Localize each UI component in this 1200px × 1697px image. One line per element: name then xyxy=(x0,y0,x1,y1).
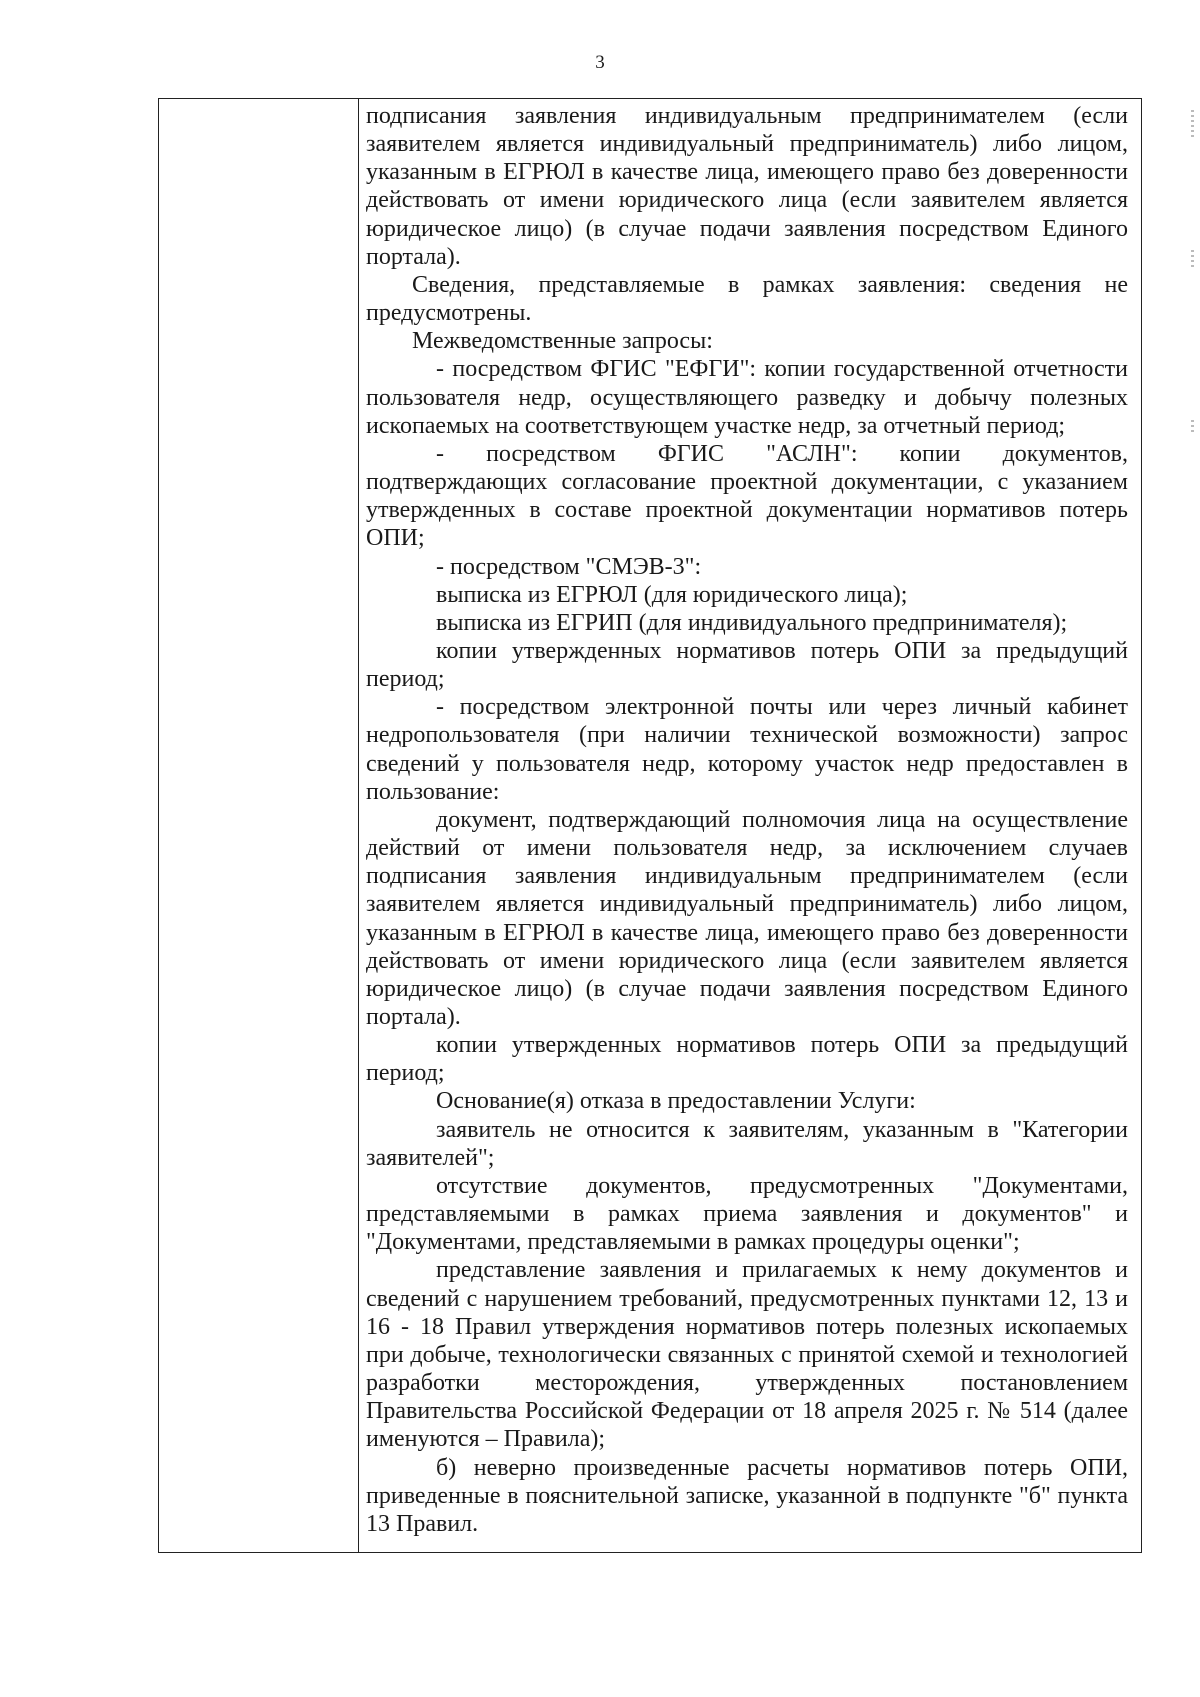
scan-artifact xyxy=(1191,250,1194,268)
paragraph: заявитель не относится к заявителям, указанным в "Категории заявителей"; xyxy=(366,1116,1128,1171)
paragraph: Основание(я) отказа в предоставлении Услуги: xyxy=(436,1088,916,1115)
paragraph: документ, подтверждающий полномочия лица на осуществление действий от имени пользователя недр, за исключением случаев подписания заявления индивидуальным предпринимателем (если заявителем является индивидуальный предприниматель) либо лицом, указанным в ЕГРЮЛ в качестве лица, имеющего право без доверенности действовать от имени юридического лица (если заявителем является юридическое лицо) (в случае подачи заявления посредством Единого портала). xyxy=(366,806,1128,1030)
paragraph: копии утвержденных нормативов потерь ОПИ за предыдущий период; xyxy=(366,637,1128,693)
scan-artifact xyxy=(1191,110,1194,140)
paragraph: - посредством ФГИС "ЕФГИ": копии государственной отчетности пользователя недр, осуществляющего разведку и добычу полезных ископаемых на соответствующем участке недр, за отчетный период; xyxy=(366,356,1128,439)
paragraph: - посредством электронной почты или через личный кабинет недропользователя (при наличии технической возможности) запрос сведений у пользователя недр, которому участок недр предоставлен в пользование: xyxy=(366,694,1128,805)
paragraph: представление заявления и прилагаемых к нему документов и сведений с нарушением требований, предусмотренных пунктами 12, 13 и 16 - 18 Правил утверждения нормативов потерь полезных ископаемых при добыче, технологически связанных с принятой схемой и технологией разработки месторождения, утвержденных постановлением Правительства Российской Федерации от 18 апреля 2025 г. № 514 (далее именуются – Правила); xyxy=(366,1257,1128,1453)
paragraph: подписания заявления индивидуальным предпринимателем (если заявителем является индивидуальный предприниматель) либо лицом, указанным в ЕГРЮЛ в качестве лица, имеющего право без доверенности действовать от имени юридического лица (если заявителем является юридическое лицо) (в случае подачи заявления посредством Единого портала). xyxy=(366,103,1128,270)
paragraph: выписка из ЕГРИП (для индивидуального предпринимателя); xyxy=(436,609,1068,636)
scan-artifact xyxy=(1191,420,1194,434)
paragraph: - посредством ФГИС "АСЛН": копии документов, подтверждающих согласование проектной документации, с указанием утвержденных в составе проектной документации нормативов потерь ОПИ; xyxy=(366,440,1128,552)
column-divider xyxy=(358,99,359,1552)
paragraph: копии утвержденных нормативов потерь ОПИ за предыдущий период; xyxy=(366,1032,1128,1087)
paragraph: Межведомственные запросы: xyxy=(412,328,713,355)
table-right-cell xyxy=(366,102,1128,1538)
paragraph: отсутствие документов, предусмотренных "Документами, представляемыми в рамках приема заявления и документов" и "Документами, представляемыми в рамках процедуры оценки"; xyxy=(366,1172,1128,1256)
document-table xyxy=(158,98,1142,1553)
paragraph: б) неверно произведенные расчеты нормативов потерь ОПИ, приведенные в пояснительной записке, указанной в подпункте "б" пункта 13 Правил. xyxy=(366,1454,1128,1537)
paragraph: - посредством "СМЭВ-3": xyxy=(436,553,702,580)
paragraph: Сведения, представляемые в рамках заявления: сведения не предусмотрены. xyxy=(366,271,1128,327)
paragraph: выписка из ЕГРЮЛ (для юридического лица); xyxy=(436,581,908,608)
page-number: 3 xyxy=(595,52,605,73)
